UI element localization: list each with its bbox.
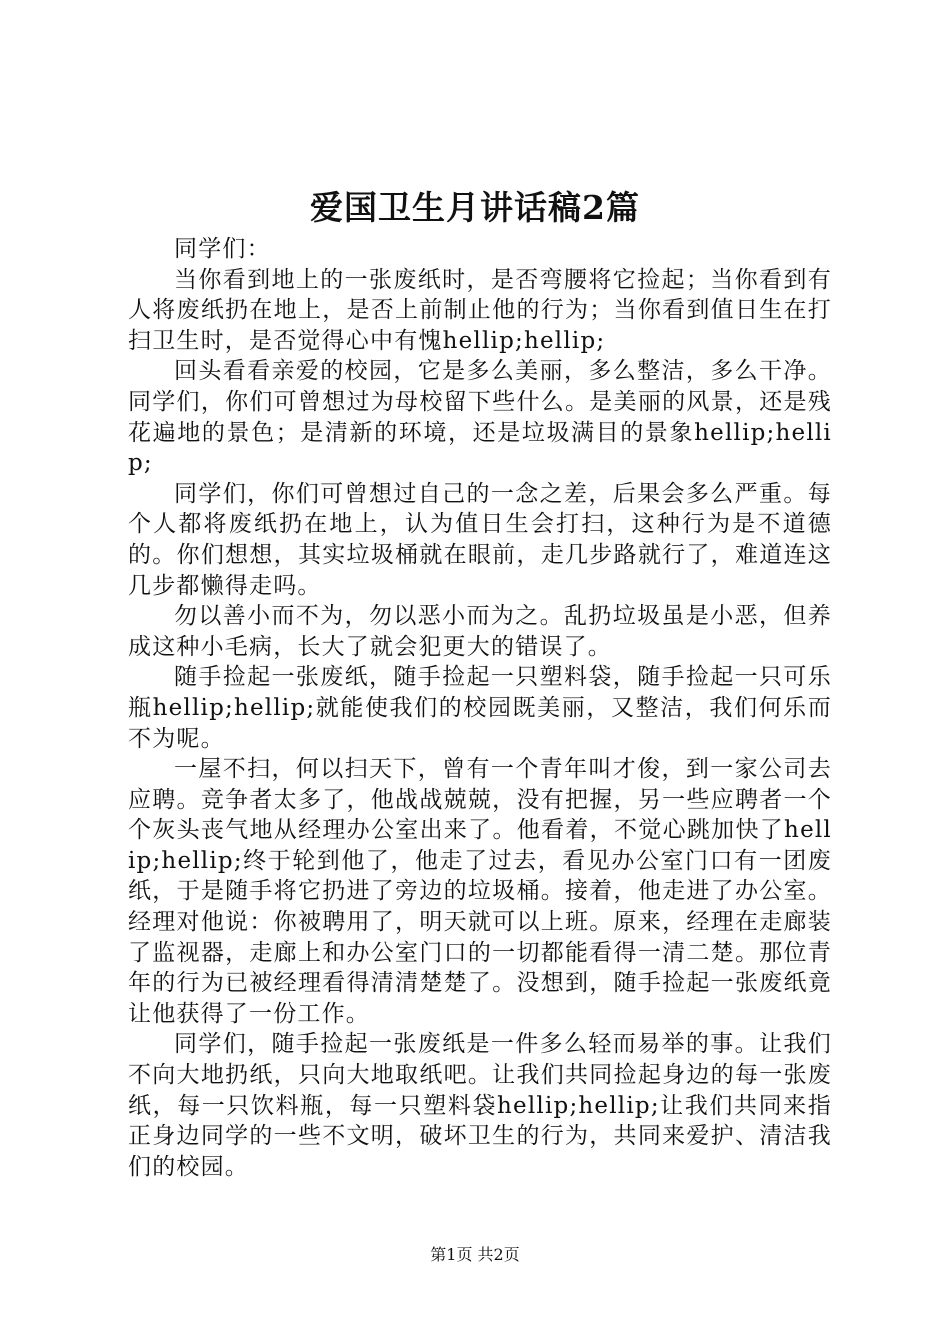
paragraph-greeting: 同学们： [174, 236, 271, 262]
document-title: 爱国卫生月讲话稿2篇 [310, 188, 640, 227]
paragraph: 同学们，随手捡起一张废纸是一件多么轻而易举的事。让我们不向大地扔纸，只向大地取纸吧。让我们共同捡起身边的每一张废纸，每一只饮料瓶，每一只塑料袋hellip;hellip;让我们共同来指正身边同学的一些不文明，破坏卫生的行为，共同来爱护、清洁我们的校园。 [128, 1031, 832, 1180]
paragraph: 一屋不扫，何以扫天下，曾有一个青年叫才俊，到一家公司去应聘。竞争者太多了，他战战兢兢，没有把握，另一些应聘者一个个灰头丧气地从经理办公室出来了。他看着，不觉心跳加快了hellip;hellip;终于轮到他了，他走了过去，看见办公室门口有一团废纸，于是随手将它扔进了旁边的垃圾桶。接着，他走进了办公室。经理对他说：你被聘用了，明天就可以上班。原来，经理在走廊装了监视器，走廊上和办公室门口的一切都能看得一清二楚。那位青年的行为已被经理看得清清楚楚了。没想到，随手捡起一张废纸竟让他获得了一份工作。 [128, 756, 832, 1027]
document-body [128, 234, 832, 1182]
page-number-footer: 第1页 共2页 [430, 1245, 520, 1264]
paragraph: 同学们，你们可曾想过自己的一念之差，后果会多么严重。每个人都将废纸扔在地上，认为值日生会打扫，这种行为是不道德的。你们想想，其实垃圾桶就在眼前，走几步路就行了，难道连这几步都懒得走吗。 [128, 480, 832, 599]
paragraph: 勿以善小而不为，勿以恶小而为之。乱扔垃圾虽是小恶，但养成这种小毛病，长大了就会犯更大的错误了。 [128, 603, 832, 660]
paragraph: 当你看到地上的一张废纸时，是否弯腰将它捡起；当你看到有人将废纸扔在地上，是否上前制止他的行为；当你看到值日生在打扫卫生时，是否觉得心中有愧hellip;hellip; [128, 266, 832, 354]
paragraph: 回头看看亲爱的校园，它是多么美丽，多么整洁，多么干净。同学们，你们可曾想过为母校留下些什么。是美丽的风景，还是残花遍地的景色；是清新的环境，还是垃圾满目的景象hellip;hellip; [128, 358, 832, 477]
paragraph: 随手捡起一张废纸，随手捡起一只塑料袋，随手捡起一只可乐瓶hellip;hellip;就能使我们的校园既美丽，又整洁，我们何乐而不为呢。 [128, 664, 832, 752]
